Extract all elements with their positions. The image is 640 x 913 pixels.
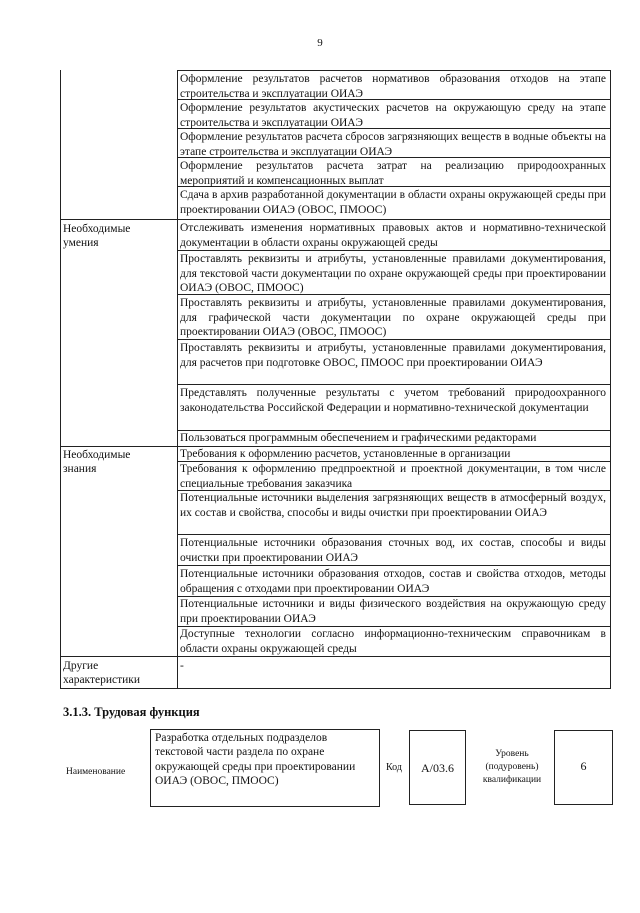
code-value: А/03.6 bbox=[421, 761, 454, 775]
table-row: Проставлять реквизиты и атрибуты, установленные правилами документирования, для графической части документации по охране окружающей среды при проектировании ОИАЭ (ОВОС, ПМООС) bbox=[180, 297, 606, 338]
code-box bbox=[409, 730, 466, 805]
other-value: - bbox=[180, 660, 184, 672]
table-row: Оформление результатов расчета затрат на реализацию природоохранных мероприятий и компенсационных выплат bbox=[180, 160, 606, 187]
level-label: Уровень (подуровень) квалификации bbox=[482, 749, 542, 785]
name-value: Разработка отдельных подразделов текстовой части раздела по охране окружающей среды при проектировании ОИАЭ (ОВОС, ПМООС) bbox=[155, 732, 356, 787]
table-row: Оформление результатов акустических расчетов на окружающую среду на этапе строительства и эксплуатации ОИАЭ bbox=[180, 102, 606, 129]
name-box bbox=[150, 729, 380, 807]
table-row: Оформление результатов расчетов нормативов образования отходов на этапе строительства и эксплуатации ОИАЭ bbox=[180, 73, 606, 100]
page-number: 9 bbox=[317, 37, 323, 49]
table-row: Представлять полученные результаты с учетом требований природоохранного законодательства Российской Федерации и нормативно-технической документации bbox=[180, 387, 606, 414]
knowledge-label: Необходимые знания bbox=[63, 449, 131, 475]
skills-label: Необходимые умения bbox=[63, 223, 131, 249]
section-title: 3.1.3. Трудовая функция bbox=[63, 705, 200, 719]
table-row: Требования к оформлению предпроектной и проектной документации, в том числе специальные требования заказчика bbox=[180, 463, 606, 490]
level-box bbox=[554, 730, 613, 805]
table-row: Потенциальные источники образования сточных вод, их состав, способы и виды очистки при проектировании ОИАЭ bbox=[180, 537, 606, 564]
table-row: Отслеживать изменения нормативных правовых актов и нормативно-технической документации в области охраны окружающей среды bbox=[180, 222, 606, 249]
level-value: 6 bbox=[580, 759, 587, 773]
table-row: Потенциальные источники выделения загрязняющих веществ в атмосферный воздух, их состав и свойства, способы и виды очистки при проектировании ОИАЭ bbox=[180, 492, 606, 519]
table-row: Проставлять реквизиты и атрибуты, установленные правилами документирования, для текстовой части документации по охране окружающей среды при проектировании ОИАЭ (ОВОС, ПМООС) bbox=[180, 253, 606, 294]
table-row: Пользоваться программным обеспечением и графическими редакторами bbox=[180, 432, 537, 444]
name-label: Наименование bbox=[66, 767, 126, 777]
table-row: Доступные технологии согласно информационно-техническим справочникам в области охраны окружающей среды bbox=[180, 628, 606, 655]
table-row: Проставлять реквизиты и атрибуты, установленные правилами документирования, для расчетов при подготовке ОВОС, ПМООС при проектировании ОИАЭ bbox=[180, 342, 606, 369]
table-row: Потенциальные источники и виды физического воздействия на окружающую среду при проектировании ОИАЭ bbox=[180, 598, 606, 625]
other-label: Другие характеристики bbox=[63, 660, 141, 686]
table-row: Оформление результатов расчета сбросов загрязняющих веществ в водные объекты на этапе строительства и эксплуатации ОИАЭ bbox=[180, 131, 606, 158]
code-label: Код bbox=[386, 762, 402, 773]
table-row: Требования к оформлению расчетов, установленные в организации bbox=[180, 448, 511, 460]
table-row: Сдача в архив разработанной документации в области охраны окружающей среды при проектировании ОИАЭ (ОВОС, ПМООС) bbox=[180, 189, 606, 216]
table-row: Потенциальные источники образования отходов, состав и свойства отходов, методы обращения с отходами при проектировании ОИАЭ bbox=[180, 568, 606, 595]
